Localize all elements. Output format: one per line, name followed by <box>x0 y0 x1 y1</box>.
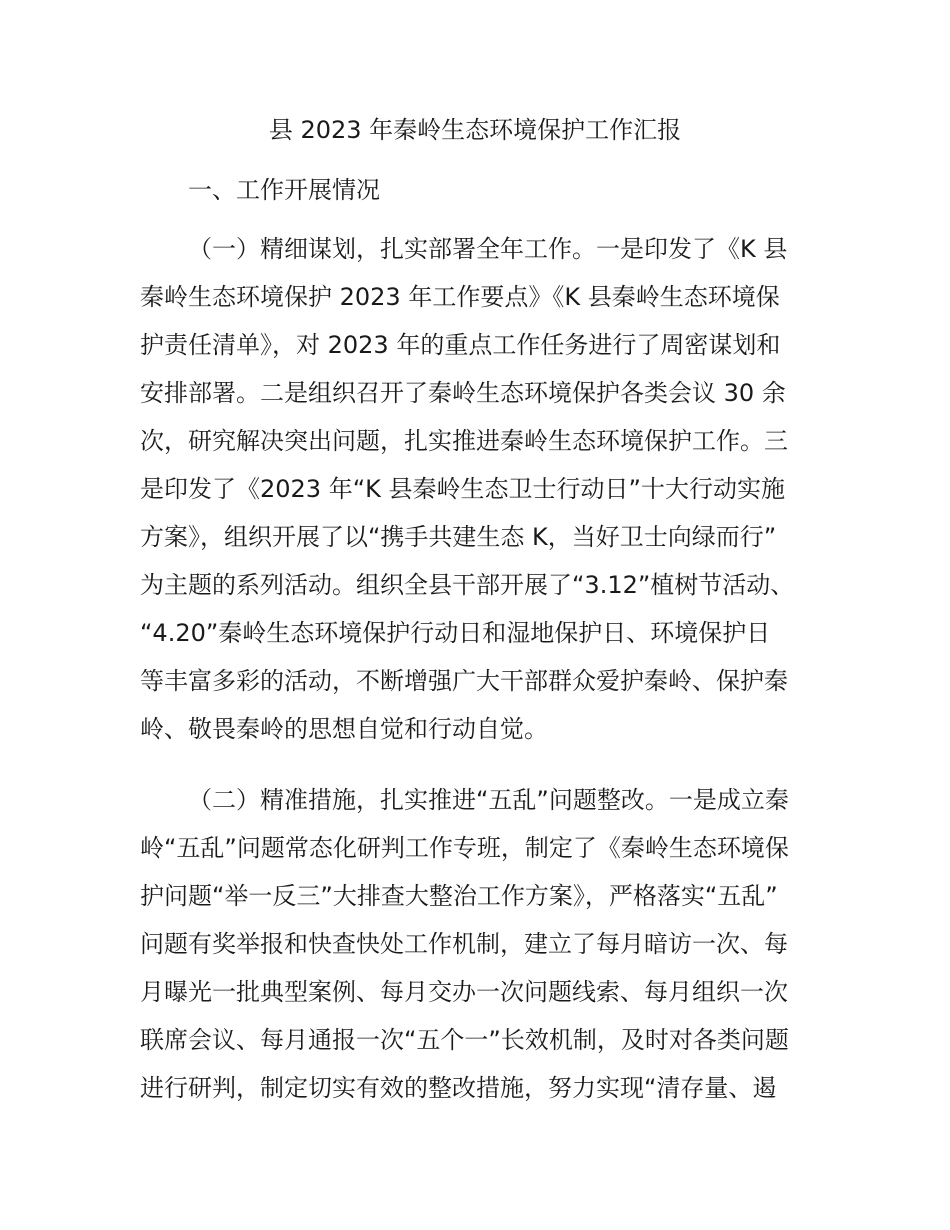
paragraph-line: 安排部署。二是组织召开了秦岭生态环境保护各类会议 30 余 <box>140 379 786 407</box>
paragraph-line: 岭、敬畏秦岭的思想自觉和行动自觉。 <box>140 715 548 743</box>
paragraph-line: 为主题的系列活动。组织全县干部开展了“3.12”植树节活动、 <box>140 571 795 599</box>
paragraph-line: 方案》，组织开展了以“携手共建生态 K，当好卫士向绿而行” <box>140 523 777 551</box>
paragraph-line: 护责任清单》，对 2023 年的重点工作任务进行了周密谋划和 <box>140 331 781 359</box>
paragraph-line: 岭“五乱”问题常态化研判工作专班，制定了《秦岭生态环境保 <box>140 834 789 862</box>
paragraph-line: （二）精准措施，扎实推进“五乱”问题整改。一是成立秦 <box>188 786 789 814</box>
paragraph-line: 月曝光一批典型案例、每月交办一次问题线索、每月组织一次 <box>140 978 788 1006</box>
paragraph-1 <box>140 225 794 753</box>
paragraph-2 <box>140 776 789 1112</box>
paragraph-line: 秦岭生态环境保护 2023 年工作要点》《K 县秦岭生态环境保 <box>140 283 780 311</box>
paragraph-line: 进行研判，制定切实有效的整改措施，努力实现“清存量、遏 <box>140 1074 777 1102</box>
paragraph-line: （一）精细谋划，扎实部署全年工作。一是印发了《K 县 <box>188 235 788 263</box>
paragraph-line: 联席会议、每月通报一次“五个一”长效机制，及时对各类问题 <box>140 1026 789 1054</box>
paragraph-line: 问题有奖举报和快查快处工作机制，建立了每月暗访一次、每 <box>140 930 788 958</box>
section-heading: 一、工作开展情况 <box>188 176 380 204</box>
paragraph-line: 是印发了《2023 年“K 县秦岭生态卫士行动日”十大行动实施 <box>140 475 785 503</box>
paragraph-line: 护问题“举一反三”大排查大整治工作方案》，严格落实“五乱” <box>140 882 778 910</box>
paragraph-line: “4.20”秦岭生态环境保护行动日和湿地保护日、环境保护日 <box>140 619 771 647</box>
paragraph-line: 等丰富多彩的活动，不断增强广大干部群众爱护秦岭、保护秦 <box>140 667 788 695</box>
paragraph-line: 次，研究解决突出问题，扎实推进秦岭生态环境保护工作。三 <box>140 427 788 455</box>
document-title: 县 2023 年秦岭生态环境保护工作汇报 <box>268 116 682 144</box>
